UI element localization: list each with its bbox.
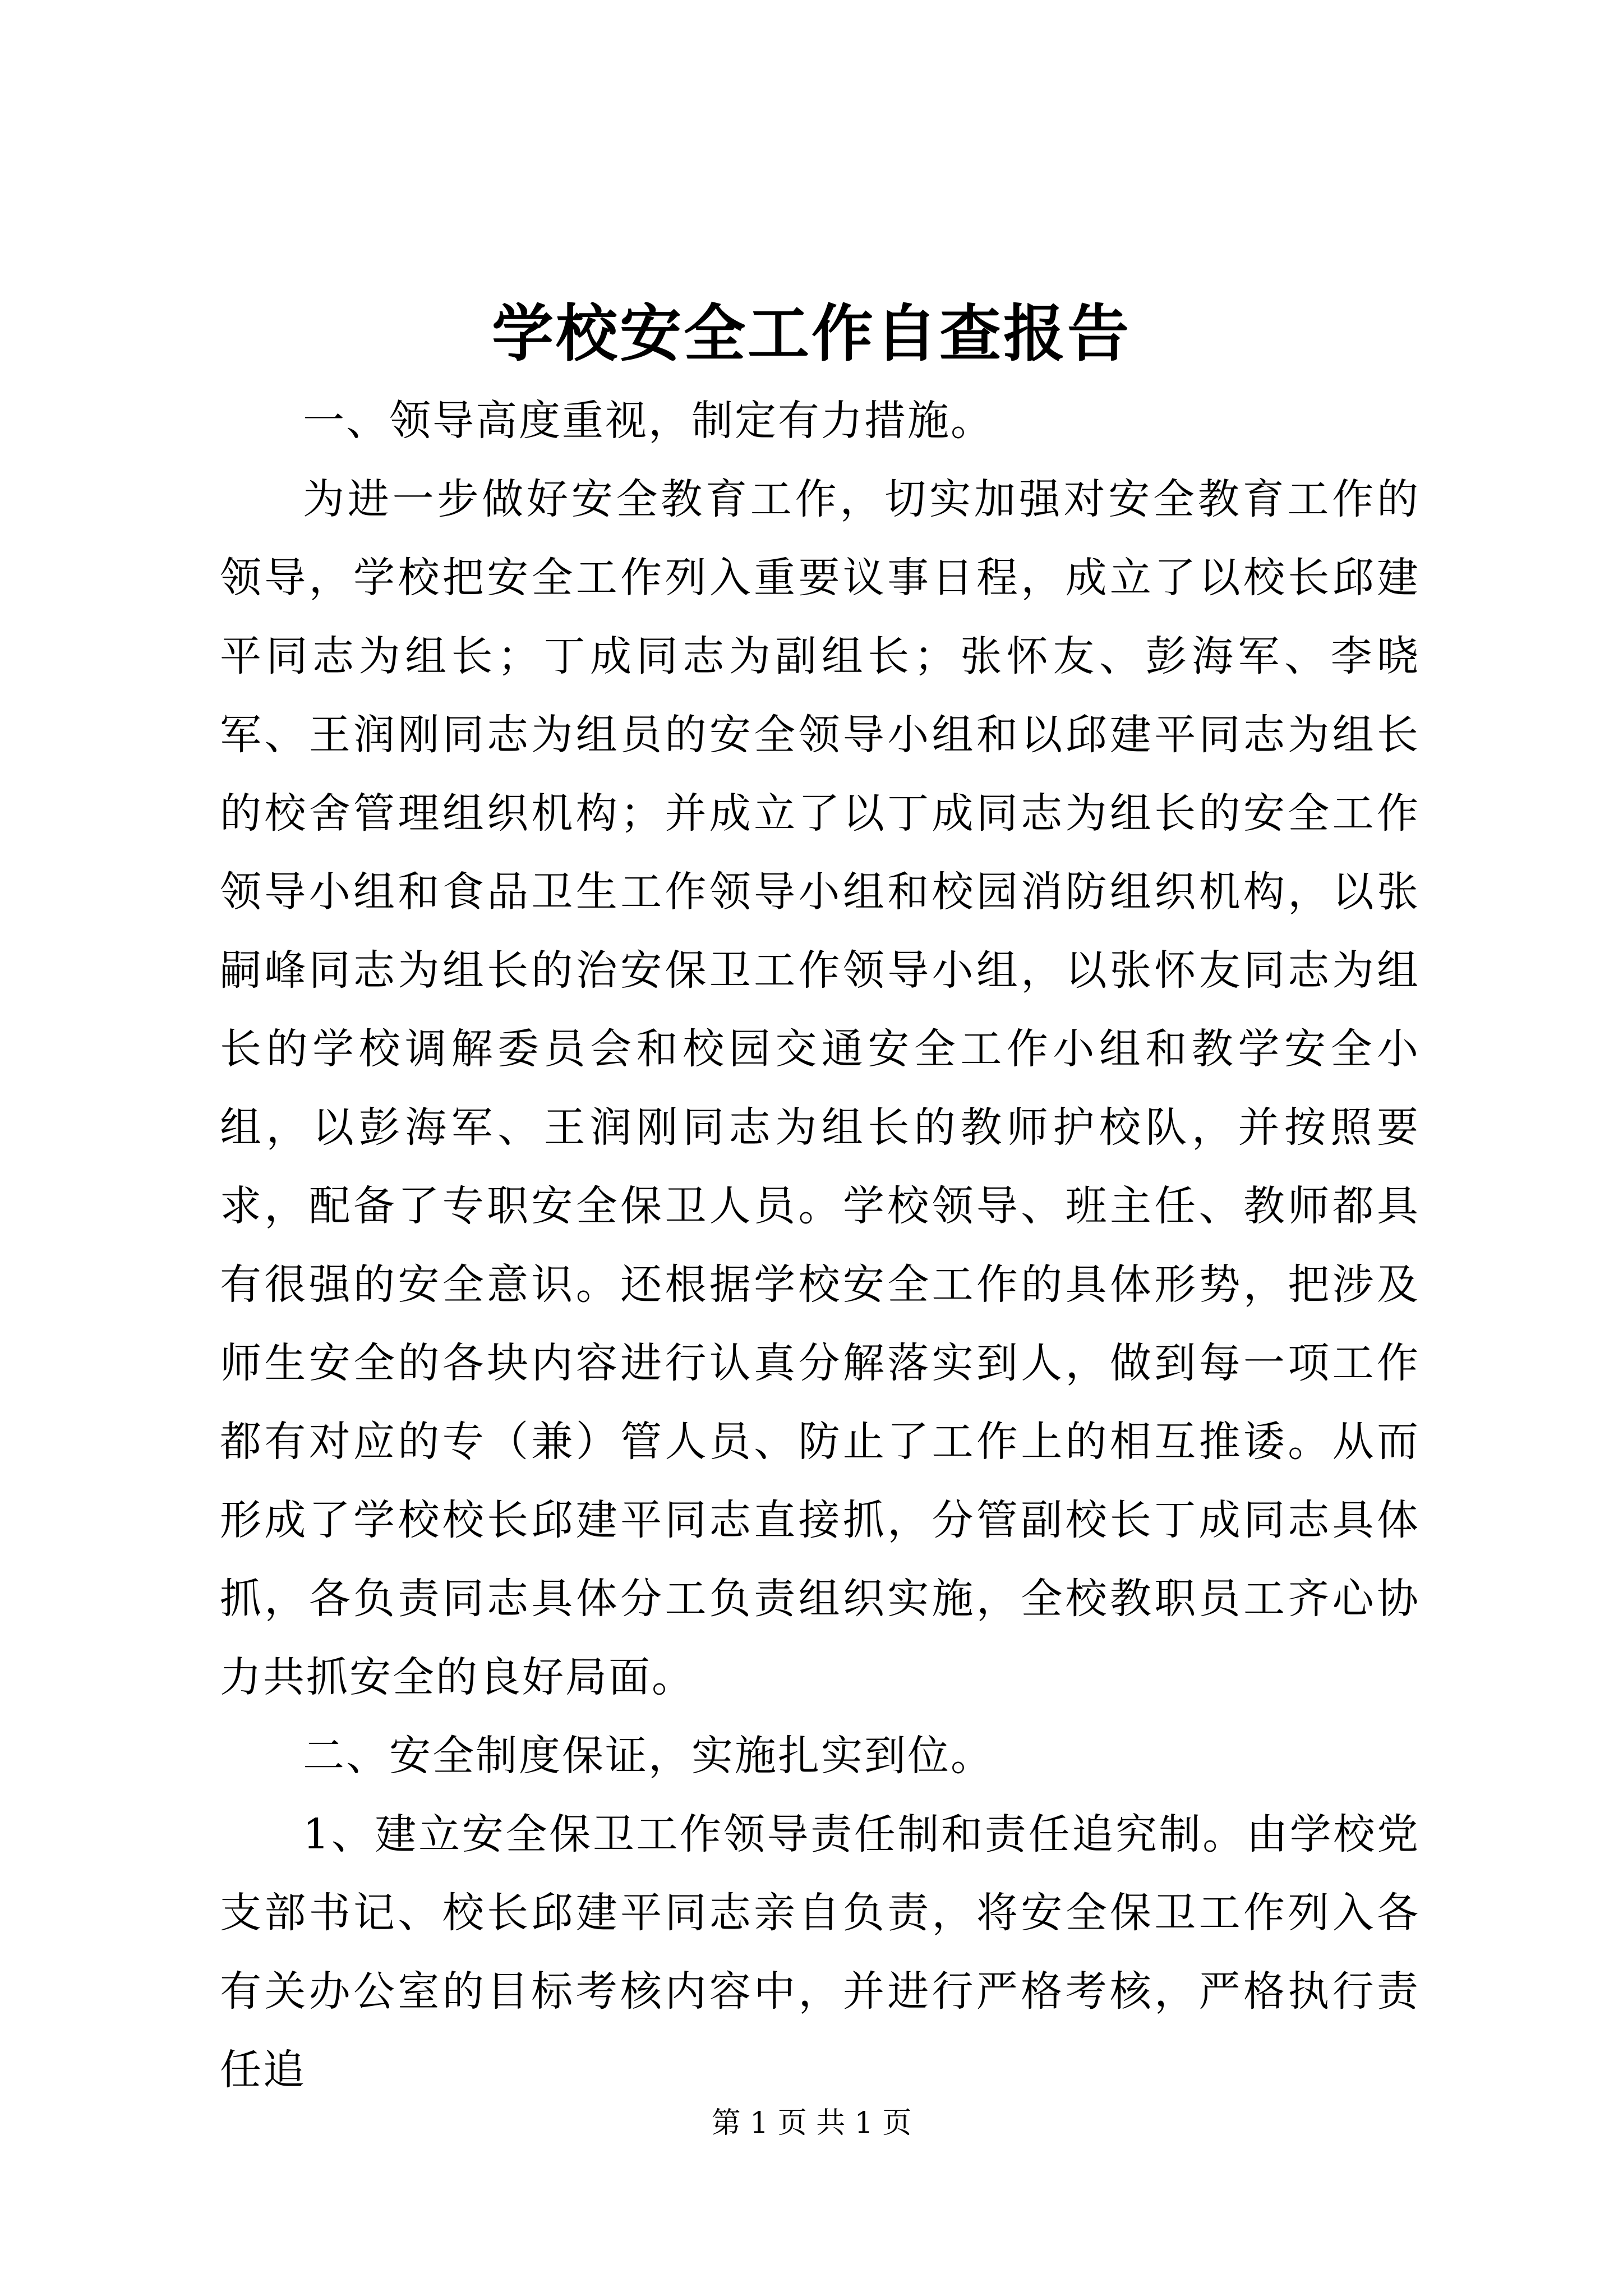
paragraph-responsibility: 1、建立安全保卫工作领导责任制和责任追究制。由学校党支部书记、校长邱建平同志亲自负责，将安全保卫工作列入各有关办公室的目标考核内容中，并进行严格考核，严格执行责任追 bbox=[220, 1810, 1420, 2094]
page-footer: 第 1 页 共 1 页 bbox=[711, 2106, 912, 2140]
document-body bbox=[220, 381, 1420, 2109]
document-title: 学校安全工作自查报告 bbox=[492, 297, 1131, 370]
paragraph-leadership: 为进一步做好安全教育工作，切实加强对安全教育工作的领导，学校把安全工作列入重要议事日程，成立了以校长邱建平同志为组长；丁成同志为副组长；张怀友、彭海军、李晓军、王润刚同志为组员的安全领导小组和以邱建平同志为组长的校舍管理组织机构；并成立了以丁成同志为组长的安全工作领导小组和食品卫生工作领导小组和校园消防组织机构，以张嗣峰同志为组长的治安保卫工作领导小组，以张怀友同志为组长的学校调解委员会和校园交通安全工作小组和教学安全小组，以彭海军、王润刚同志为组长的教师护校队，并按照要求，配备了专职安全保卫人员。学校领导、班主任、教师都具有很强的安全意识。还根据学校安全工作的具体形势，把涉及师生安全的各块内容进行认真分解落实到人，做到每一项工作都有对应的专（兼）管人员、防止了工作上的相互推诿。从而形成了学校校长邱建平同志直接抓，分管副校长丁成同志具体抓，各负责同志具体分工负责组织实施，全校教职员工齐心协力共抓安全的良好局面。 bbox=[220, 475, 1420, 1701]
section-heading-1: 一、领导高度重视，制定有力措施。 bbox=[303, 397, 994, 445]
section-heading-2: 二、安全制度保证，实施扎实到位。 bbox=[303, 1732, 994, 1780]
